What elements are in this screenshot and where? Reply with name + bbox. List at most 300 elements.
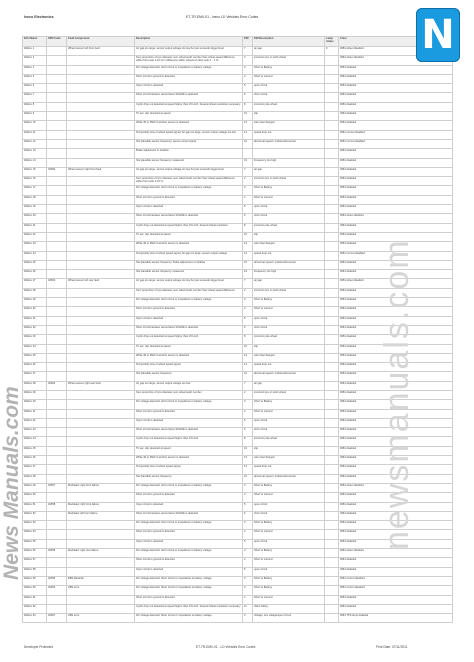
cell-ecu-name: Wabco 23 (23, 242, 47, 251)
cell-fmi-description: air gap (253, 381, 325, 390)
cell-spn-code (47, 260, 67, 269)
cell-fmi: 6 (243, 428, 253, 437)
cell-spn-code (47, 251, 67, 260)
cell-fault-component (67, 158, 135, 167)
cell-fault-component (67, 316, 135, 325)
cell-fault-component: Wheel sensor right rear fault (67, 381, 135, 390)
cell-color: 0081 disabled (339, 344, 453, 353)
cell-description: Sum proportion of tyre diameter sum wheel teeth number than wheel speed difference within front axle 1-10 % in difference within wheels of other axle 3 .. 1 % (135, 56, 243, 65)
cell-color: 0081 disabled (339, 270, 453, 279)
cell-fault-component: Modulator left front failure (67, 511, 135, 520)
cell-color: 0081 current disabled (339, 139, 453, 148)
cell-ecu-name: Wabco 63 (23, 614, 47, 623)
cell-spn-code (47, 223, 67, 232)
cell-spn-code (47, 511, 67, 520)
cell-fmi-description: Short to Ground (253, 530, 325, 539)
cell-fmi-description: speed drop out (253, 363, 325, 372)
cell-color: 0081 disabled (339, 298, 453, 307)
cell-fault-component (67, 270, 135, 279)
cell-fmi-description: Short to Battery (253, 298, 325, 307)
cell-fmi: 4 (243, 74, 253, 83)
cell-fault-component (67, 437, 135, 446)
cell-fmi: 14 (243, 465, 253, 474)
cell-fault-component: Modulator right rear failure (67, 549, 135, 558)
cell-color: 0081 disabled (339, 418, 453, 427)
cell-ecu-name: Wabco 58 (23, 567, 47, 576)
cell-fmi-description: Short to Ground (253, 195, 325, 204)
cell-fault-component (67, 595, 135, 604)
cell-color: 0081 disabled (339, 511, 453, 520)
cell-fmi-description: slip (253, 232, 325, 241)
cell-fmi-description: speed drop out (253, 130, 325, 139)
cell-lamp-status (325, 483, 339, 492)
cell-description: Short circuit to ground is detected (135, 307, 243, 316)
cell-fmi: 4 (243, 307, 253, 316)
cell-fmi-description: short circuit (253, 93, 325, 102)
cell-description: DC voltage detected: short circuit or impedance to battery voltage (135, 483, 243, 492)
cell-fmi: 10 (243, 112, 253, 121)
cell-spn-code (47, 530, 67, 539)
cell-fmi: 11 (243, 604, 253, 613)
cell-color: 0081 disabled (339, 93, 453, 102)
cell-fmi: 5 (243, 502, 253, 511)
cell-fmi: 3 (243, 521, 253, 530)
cell-spn-code (47, 112, 67, 121)
cell-fault-component (67, 74, 135, 83)
cell-ecu-name: Wabco 14 (23, 158, 47, 167)
cell-fault-component (67, 363, 135, 372)
cell-color: 0081 disabled (339, 390, 453, 399)
cell-fault-component (67, 567, 135, 576)
cell-ecu-name: Wabco 31 (23, 316, 47, 325)
cell-ecu-name: Wabco 55 (23, 539, 47, 548)
cell-fmi: 4 (243, 195, 253, 204)
cell-color: 0081 disabled (339, 167, 453, 176)
cell-fault-component (67, 409, 135, 418)
cell-lamp-status (325, 474, 339, 483)
cell-lamp-status (325, 344, 339, 353)
cell-ecu-name: Wabco 48 (23, 474, 47, 483)
cell-fault-component (67, 130, 135, 139)
cell-color: 0081 disabled (339, 112, 453, 121)
cell-description: Open circuit is detected (135, 567, 243, 576)
cell-ecu-name: Wabco 8 (23, 102, 47, 111)
cell-spn-code (47, 288, 67, 297)
cell-color: 0081 disabled (339, 177, 453, 186)
cell-ecu-name: Wabco 46 (23, 456, 47, 465)
cell-lamp-status (325, 446, 339, 455)
cell-spn-code (47, 344, 67, 353)
cell-lamp-status (325, 186, 339, 195)
cell-fault-component (67, 195, 135, 204)
cell-fault-component (67, 325, 135, 334)
cell-spn-code (47, 409, 67, 418)
cell-color: 0081 disabled (339, 232, 453, 241)
cell-ecu-name: Wabco 60 (23, 586, 47, 595)
cell-description: Short circuit between sensorwires SOHDE is detected (135, 428, 243, 437)
cell-fmi-description: Short to Ground (253, 307, 325, 316)
column-header-ecu-name: ECU Name (23, 37, 47, 47)
cell-fmi-description (253, 149, 325, 158)
cell-fmi-description: Frequency too high (253, 270, 325, 279)
cell-fault-component (67, 149, 135, 158)
cell-lamp-status (325, 576, 339, 585)
cell-color: 0081 disabled (339, 474, 453, 483)
cell-fault-component (67, 474, 135, 483)
cell-description: Short circuit between sensorwires SOHDE is detected (135, 511, 243, 520)
cell-description: DC voltage detected: Short circuit or impedance to battery voltage (135, 586, 243, 595)
cell-description: Short circuit to ground is detected (135, 558, 243, 567)
cell-spn-code (47, 437, 67, 446)
cell-lamp-status (325, 93, 339, 102)
cell-description: Short circuit to ground is detected (135, 195, 243, 204)
cell-lamp-status (325, 586, 339, 595)
cell-description: DC voltage detected: short circuit or impedance to battery voltage (135, 549, 243, 558)
cell-ecu-name: Wabco 39 (23, 390, 47, 399)
cell-spn-code (47, 149, 67, 158)
cell-fmi-description: Short to Ground (253, 74, 325, 83)
cell-ecu-name: Wabco 10 (23, 121, 47, 130)
cell-description: Cyclic drop out detected at speed higher than 15 km/h. Several wheel revolution necessary (135, 604, 243, 613)
cell-fault-component (67, 56, 135, 65)
cell-fmi-description: open circuit (253, 567, 325, 576)
cell-lamp-status (325, 335, 339, 344)
cell-lamp-status (325, 307, 339, 316)
cell-fault-component (67, 102, 135, 111)
cell-ecu-name: Wabco 38 (23, 381, 47, 390)
cell-ecu-name: Wabco 9 (23, 112, 47, 121)
cell-spn-code (47, 390, 67, 399)
cell-fault-component (67, 604, 135, 613)
cell-lamp-status (325, 363, 339, 372)
cell-description: Open circuit is detected (135, 84, 243, 93)
cell-spn-code (47, 121, 67, 130)
cell-fault-component: EBS Retarder (67, 576, 135, 585)
footer-left: Developer Protected (24, 645, 54, 649)
cell-fmi: 8 (243, 335, 253, 344)
cell-lamp-status (325, 251, 339, 260)
cell-description: DC voltage detected: short circuit or impedance to battery voltage (135, 400, 243, 409)
cell-fault-component (67, 186, 135, 195)
cell-ecu-name: Wabco 4 (23, 65, 47, 74)
cell-fault-component (67, 456, 135, 465)
cell-spn-code (47, 195, 67, 204)
cell-color: 0081 disabled (339, 316, 453, 325)
cell-fault-component (67, 84, 135, 93)
cell-description: Tb sec. slip detected at speed (135, 446, 243, 455)
cell-color: 0081 control disabled (339, 586, 453, 595)
cell-description: Temporarily loss of wheel speed signal. Air gap too large, sensor output voltage too low (135, 130, 243, 139)
column-header-description: Description (135, 37, 243, 47)
cell-fmi: 16 (243, 372, 253, 381)
cell-color: 0081 disabled (339, 493, 453, 502)
cell-lamp-status (325, 260, 339, 269)
cell-ecu-name: Wabco 15 (23, 167, 47, 176)
cell-lamp-status (325, 158, 339, 167)
cell-spn-code (47, 604, 67, 613)
cell-lamp-status (325, 149, 339, 158)
cell-description: While 30 to 35M of another sensor is detected (135, 121, 243, 130)
cell-ecu-name: Wabco 41 (23, 409, 47, 418)
cell-description: Tb sec. slip detected at speed (135, 344, 243, 353)
cell-lamp-status (325, 316, 339, 325)
cell-fmi-description: Short to Battery (253, 576, 325, 585)
cell-fault-component (67, 298, 135, 307)
cell-fault-component (67, 530, 135, 539)
cell-ecu-name: Wabco 1 (23, 47, 47, 56)
cell-fault-component (67, 558, 135, 567)
cell-fault-component (67, 539, 135, 548)
cell-spn-code (47, 102, 67, 111)
cell-color: 0081 disabled (339, 84, 453, 93)
cell-fmi: 8 (243, 437, 253, 446)
cell-lamp-status (325, 604, 339, 613)
cell-fmi: 3 (243, 298, 253, 307)
cell-ecu-name: Wabco 20 (23, 214, 47, 223)
cell-fmi-description: air gap (253, 167, 325, 176)
cell-color: 0081 disabled (339, 260, 453, 269)
cell-description: Air gap too large, sensor output voltage too low but just exceeds trigger level (135, 47, 243, 56)
cell-fmi-description: Short to Battery (253, 400, 325, 409)
cell-description: DC voltage detected: Short circuit or impedance to battery voltage (135, 614, 243, 623)
cell-description: Not plausible sensor frequency, sensor output signal (135, 139, 243, 148)
cell-fault-component: Wheel sensor right front fault (67, 167, 135, 176)
cell-description: Not plausible sensor frequency, brake adjustment or shallow (135, 260, 243, 269)
cell-fmi-description: air gap (253, 47, 325, 56)
cell-description: Short circuit between sensorwires SOHDE is detected (135, 325, 243, 334)
cell-fmi: 10 (243, 446, 253, 455)
cell-ecu-name: Wabco 18 (23, 195, 47, 204)
cell-fmi-description: incorrect pole wheel (253, 102, 325, 111)
cell-fault-component (67, 521, 135, 530)
cell-fmi-description: incorrect tyre or tooth wheel (253, 390, 325, 399)
cell-description: Short circuit to ground is detected (135, 493, 243, 502)
cell-fmi-description: Short to Ground (253, 493, 325, 502)
cell-description: Short circuit to ground is detected (135, 74, 243, 83)
cell-fmi-description: slip (253, 446, 325, 455)
cell-color: 0081 disabled (339, 353, 453, 362)
cell-ecu-name: Wabco 29 (23, 298, 47, 307)
cell-description: Tb sec. slip detected at speed (135, 112, 243, 121)
cell-fmi-description: Short to Battery (253, 186, 325, 195)
cell-spn-code (47, 139, 67, 148)
cell-description: Short circuit between sensorwires SOHDE is detected (135, 93, 243, 102)
cell-spn-code (47, 56, 67, 65)
cell-ecu-name: Wabco 62 (23, 604, 47, 613)
cell-color: 0081 disabled (339, 456, 453, 465)
cell-fmi: 5 (243, 84, 253, 93)
cell-color: 0081 wheel disabled (339, 214, 453, 223)
cell-fmi: 6 (243, 93, 253, 102)
cell-spn-code (47, 493, 67, 502)
cell-spn-code: 40657 (47, 483, 67, 492)
cell-spn-code: 40667 (47, 614, 67, 623)
cell-fault-component (67, 205, 135, 214)
cell-ecu-name: Wabco 5 (23, 74, 47, 83)
cell-spn-code (47, 446, 67, 455)
cell-description: Air gap too large, sensor output voltage too low (135, 381, 243, 390)
cell-lamp-status (325, 325, 339, 334)
cell-fmi: 4 (243, 558, 253, 567)
cell-spn-code: 40656 (47, 549, 67, 558)
column-header-lamp-status: Lamp status (325, 37, 339, 47)
cell-lamp-status (325, 456, 339, 465)
cell-fmi: 2 (243, 390, 253, 399)
cell-fmi: 14 (243, 130, 253, 139)
cell-description: Sum proportion of tyre diameter sum wheel teeth number (135, 390, 243, 399)
cell-fault-component: ABS error (67, 614, 135, 623)
cell-fmi-description: short circuit (253, 325, 325, 334)
cell-spn-code (47, 465, 67, 474)
cell-fault-component: Wheel sensor left front fault (67, 47, 135, 56)
cell-spn-code (47, 47, 67, 56)
cell-color: 0081 disabled (339, 446, 453, 455)
watermark-right-text: newsmanuals.com (378, 238, 416, 550)
cell-fault-component (67, 465, 135, 474)
cell-ecu-name: Wabco 52 (23, 511, 47, 520)
cell-fault-component (67, 65, 135, 74)
cell-color: 0081 disabled (339, 74, 453, 83)
cell-fmi: 19 (243, 270, 253, 279)
cell-fmi: 6 (243, 214, 253, 223)
cell-color: 0081 disabled (339, 400, 453, 409)
cell-spn-code (47, 177, 67, 186)
cell-color: 0081 disabled (339, 325, 453, 334)
cell-lamp-status (325, 400, 339, 409)
cell-fault-component (67, 372, 135, 381)
cell-description: Not plausible sensor frequency (135, 372, 243, 381)
cell-fault-component (67, 428, 135, 437)
cell-spn-code: 40654 (47, 586, 67, 595)
cell-spn-code (47, 214, 67, 223)
cell-spn-code (47, 316, 67, 325)
cell-description: DC voltage detected: short circuit or impedance to battery voltage (135, 298, 243, 307)
cell-description: Open circuit is detected (135, 539, 243, 548)
cell-fault-component (67, 446, 135, 455)
cell-color: 0081 disabled (339, 558, 453, 567)
cell-color: 0081 disabled (339, 409, 453, 418)
cell-lamp-status (325, 139, 339, 148)
cell-spn-code (47, 232, 67, 241)
cell-ecu-name: Wabco 16 (23, 177, 47, 186)
cell-fmi-description: abnormal speed / undetected sensor (253, 260, 325, 269)
cell-fmi-description: wire interchanged (253, 353, 325, 362)
cell-fmi: 13 (243, 242, 253, 251)
cell-description: Cyclic drop out detected at speed higher than 15 km/h (135, 437, 243, 446)
cell-fmi-description: Short to Battery (253, 483, 325, 492)
cell-color: 0081 disabled (339, 381, 453, 390)
cell-ecu-name: Wabco 25 (23, 260, 47, 269)
cell-ecu-name: Wabco 21 (23, 223, 47, 232)
cell-color: 0081 disabled (339, 149, 453, 158)
cell-description: Cyclic drop out detected at speed higher than 15 km/h. Several wheel revolution necessary (135, 102, 243, 111)
cell-fmi-description: abnormal speed / undetected sensor (253, 139, 325, 148)
cell-fault-component: ABS error (67, 586, 135, 595)
table-header-row (23, 37, 453, 47)
cell-fmi: 7 (243, 167, 253, 176)
cell-color: 0081 disabled (339, 195, 453, 204)
cell-fmi-description: incorrect pole wheel (253, 437, 325, 446)
cell-color: 0081 disabled (339, 530, 453, 539)
cell-color: 0081 disabled (339, 307, 453, 316)
cell-lamp-status (325, 102, 339, 111)
cell-fmi-description: abnormal speed / undetected sensor (253, 474, 325, 483)
cell-fmi: 4 (243, 493, 253, 502)
cell-fmi: 7 (243, 47, 253, 56)
cell-spn-code (47, 84, 67, 93)
cell-fmi-description: open circuit (253, 418, 325, 427)
cell-lamp-status (325, 167, 339, 176)
cell-description: Short circuit between sensorwires SOHDE is detected (135, 214, 243, 223)
cell-ecu-name: Wabco 35 (23, 353, 47, 362)
cell-lamp-status (325, 418, 339, 427)
cell-lamp-status (325, 539, 339, 548)
cell-fmi: 4 (243, 530, 253, 539)
cell-spn-code: 40660 (47, 167, 67, 176)
cell-spn-code (47, 558, 67, 567)
cell-ecu-name: Wabco 51 (23, 502, 47, 511)
cell-fault-component (67, 390, 135, 399)
cell-fmi: 6 (243, 325, 253, 334)
cell-spn-code (47, 158, 67, 167)
cell-lamp-status (325, 511, 339, 520)
cell-color: 0081 disabled (339, 567, 453, 576)
cell-fmi: 10 (243, 232, 253, 241)
cell-fmi: 19 (243, 158, 253, 167)
cell-fault-component (67, 260, 135, 269)
cell-fmi: 3 (243, 65, 253, 74)
cell-spn-code (47, 130, 67, 139)
cell-fmi: 16 (243, 260, 253, 269)
cell-fmi: 5 (243, 418, 253, 427)
cell-fmi: 5 (243, 205, 253, 214)
cell-ecu-name: Wabco 26 (23, 270, 47, 279)
cell-description: Brake adjustment or shallow (135, 149, 243, 158)
cell-spn-code (47, 418, 67, 427)
cell-fault-component: Wheel sensor left rear fault (67, 279, 135, 288)
cell-fmi: 3 (243, 483, 253, 492)
cell-fmi: 2 (243, 288, 253, 297)
cell-description: Air gap too large, sensor output voltage too low but just exceeds trigger level (135, 279, 243, 288)
cell-fmi: 3 (243, 400, 253, 409)
cell-description: DC voltage detected: short circuit or impedance to battery voltage (135, 521, 243, 530)
cell-description: Tb sec. slip detected at speed (135, 232, 243, 241)
cell-fmi-description: slip (253, 344, 325, 353)
cell-fmi-description: incorrect tyre or tooth wheel (253, 56, 325, 65)
cell-fmi-description: Short to Battery (253, 586, 325, 595)
cell-fmi-description: wire interchanged (253, 242, 325, 251)
cell-fault-component (67, 121, 135, 130)
cell-color: 0081 disabled (339, 437, 453, 446)
cell-description: Cyclic drop out detected at speed higher than 15 km/h. Several wheel revolution (135, 223, 243, 232)
cell-ecu-name: Wabco 6 (23, 84, 47, 93)
cell-lamp-status (325, 381, 339, 390)
cell-lamp-status: 0 (325, 47, 339, 56)
cell-ecu-name: Wabco 42 (23, 418, 47, 427)
cell-ecu-name: Wabco 53 (23, 521, 47, 530)
cell-ecu-name: Wabco 43 (23, 428, 47, 437)
cell-fmi-description: wire interchanged (253, 456, 325, 465)
cell-spn-code (47, 372, 67, 381)
page-header (16, 12, 456, 22)
cell-fmi: 2 (243, 177, 253, 186)
cell-spn-code (47, 325, 67, 334)
cell-fmi: 8 (243, 102, 253, 111)
cell-color: 0081 wheel disabled (339, 483, 453, 492)
cell-fmi: 6 (243, 511, 253, 520)
watermark-right (378, 50, 422, 610)
cell-lamp-status (325, 84, 339, 93)
